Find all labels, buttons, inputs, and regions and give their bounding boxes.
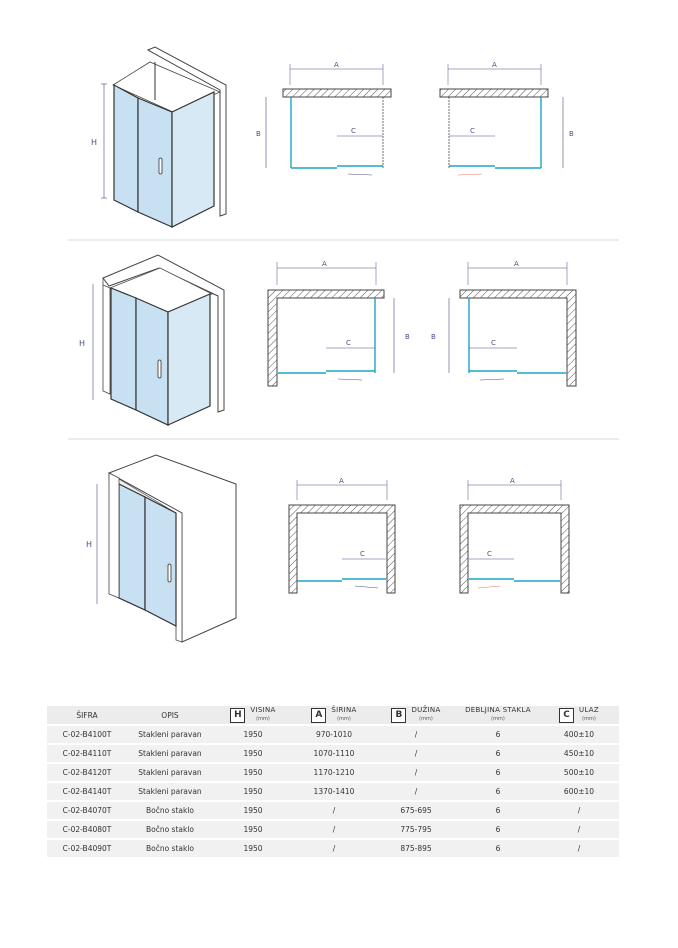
dim-a-label: A bbox=[514, 260, 519, 268]
width-box-icon: A bbox=[311, 708, 326, 723]
col-header-entry: C ULAZ (mm) bbox=[539, 706, 619, 724]
dim-c-label: C bbox=[491, 339, 496, 347]
table-row: C-02-B4110T Stakleni paravan 1950 1070-1110 / 6 450±10 bbox=[47, 745, 619, 762]
table-row: C-02-B4100T Stakleni paravan 1950 970-1010 / 6 400±10 bbox=[47, 726, 619, 743]
col-header-length: B DUŽINA (mm) bbox=[375, 706, 457, 724]
dim-c-label: C bbox=[351, 127, 356, 135]
table-row: C-02-B4090T Bočno staklo 1950 / 875-895 6 / bbox=[47, 840, 619, 857]
table-row: C-02-B4120T Stakleni paravan 1950 1170-1210 / 6 500±10 bbox=[47, 764, 619, 781]
plan-view-3a bbox=[289, 477, 395, 593]
col-header-width: A ŠIRINA (mm) bbox=[293, 706, 375, 724]
plan-view-2a bbox=[268, 260, 410, 386]
dim-a-label: A bbox=[334, 61, 339, 69]
plan-view-3b bbox=[460, 477, 569, 593]
dim-b-label: B bbox=[405, 333, 410, 341]
dim-a-label: A bbox=[492, 61, 497, 69]
dim-a-label: A bbox=[339, 477, 344, 485]
dim-c-label: C bbox=[360, 550, 365, 558]
height-label: H bbox=[91, 138, 98, 147]
plan-view-1b bbox=[440, 61, 574, 175]
iso-view-corner-enclosure-1 bbox=[91, 47, 226, 227]
iso-view-corner-enclosure-2 bbox=[79, 255, 224, 425]
dim-b-label: B bbox=[256, 130, 261, 138]
height-label: H bbox=[86, 540, 93, 549]
spec-table bbox=[47, 704, 619, 859]
col-header-height: H VISINA (mm) bbox=[213, 706, 293, 724]
dim-c-label: C bbox=[487, 550, 492, 558]
dim-c-label: C bbox=[346, 339, 351, 347]
table-row: C-02-B4080T Bočno staklo 1950 / 775-795 6 / bbox=[47, 821, 619, 838]
plan-view-2b bbox=[431, 260, 576, 386]
plan-view-1a bbox=[256, 61, 391, 175]
iso-view-niche-enclosure bbox=[86, 455, 236, 642]
dim-b-label: B bbox=[569, 130, 574, 138]
col-header-description: OPIS bbox=[127, 706, 213, 724]
table-row: C-02-B4140T Stakleni paravan 1950 1370-1410 / 6 600±10 bbox=[47, 783, 619, 800]
length-box-icon: B bbox=[391, 708, 406, 723]
col-header-glass: DEBLJINA STAKLA (mm) bbox=[457, 706, 539, 724]
table-header-row bbox=[47, 706, 619, 724]
dim-a-label: A bbox=[322, 260, 327, 268]
height-box-icon: H bbox=[230, 708, 245, 723]
height-label: H bbox=[79, 339, 86, 348]
entry-box-icon: C bbox=[559, 708, 574, 723]
dim-b-label: B bbox=[431, 333, 436, 341]
col-header-code: ŠIFRA bbox=[47, 706, 127, 724]
dim-a-label: A bbox=[510, 477, 515, 485]
dim-c-label: C bbox=[470, 127, 475, 135]
table-row: C-02-B4070T Bočno staklo 1950 / 675-695 6 / bbox=[47, 802, 619, 819]
